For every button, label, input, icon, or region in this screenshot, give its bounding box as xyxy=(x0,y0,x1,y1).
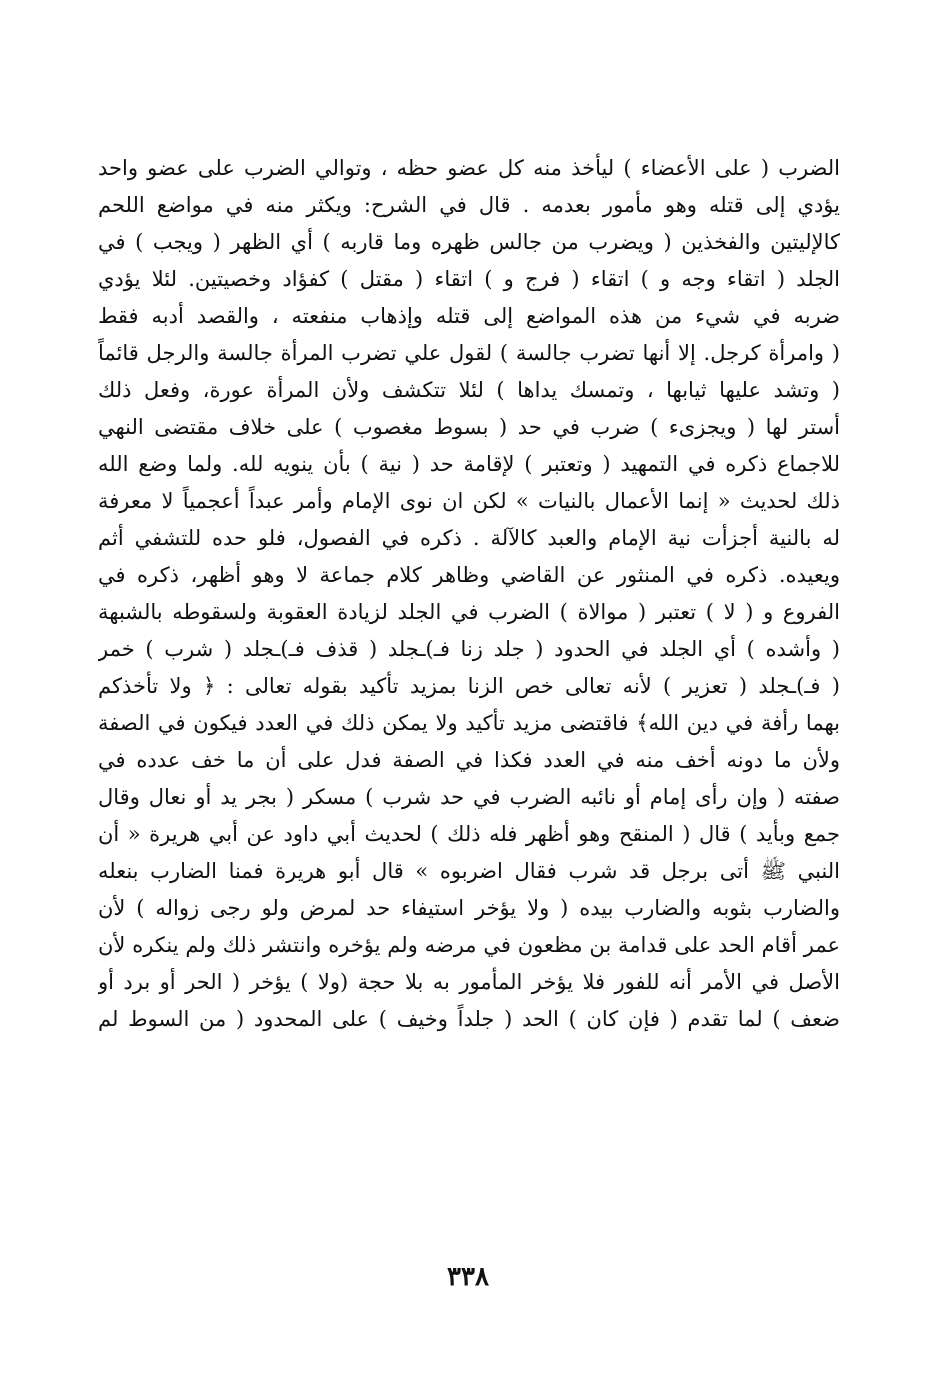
text-line: ذلك لحديث « إنما الأعمال بالنيات » لكن ان نوى الإمام وأمر عبداً أعجمياً لا معرفة xyxy=(98,489,840,513)
text-line: ( فـ)ـجلد ( تعزير ) لأنه تعالى خص الزنا بمزيد تأكيد بقوله تعالى : ﴿ ولا تأخذكم xyxy=(98,674,840,698)
text-line: ويعيده. ذكره في المنثور عن القاضي وظاهر كلام جماعة لا وهو أظهر، ذكره في xyxy=(98,563,840,587)
text-line: ( وتشد عليها ثيابها ، وتمسك يداها ) لئلا تتكشف ولأن المرأة عورة، وفعل ذلك xyxy=(98,378,840,402)
text-line: ضعف ) لما تقدم ( فإن كان ) الحد ( جلداً وخيف ) على المحدود ( من السوط لم xyxy=(98,1007,840,1031)
text-line: والضارب بثوبه والضارب بيده ( ولا يؤخر استيفاء حد لمرض ولو رجى زواله ) لأن xyxy=(98,896,840,920)
text-line: للاجماع ذكره في التمهيد ( وتعتبر ) لإقامة حد ( نية ) بأن ينويه لله. ولما وضع الله xyxy=(98,452,840,476)
text-line: جمع وبأيد ) قال ( المنقح وهو أظهر فله ذلك ) لحديث أبي داود عن أبي هريرة « أن xyxy=(98,822,840,846)
text-line: له بالنية أجزأت نية الإمام والعبد كالآلة . ذكره في الفصول، فلو حده للتشفي أثم xyxy=(98,526,840,550)
text-line: الأصل في الأمر أنه للفور فلا يؤخر المأمور به بلا حجة (ولا ) يؤخر ( الحر أو برد أو xyxy=(98,970,840,994)
body-text xyxy=(98,150,840,1038)
text-line: الجلد ( اتقاء وجه و ) اتقاء ( فرج و ) اتقاء ( مقتل ) كفؤاد وخصيتين. لئلا يؤدي xyxy=(98,267,840,291)
text-line: أستر لها ( ويجزىء ) ضرب في حد ( بسوط مغصوب ) على خلاف مقتضى النهي xyxy=(98,415,840,439)
text-line: يؤدي إلى قتله وهو مأمور بعدمه . قال في الشرح: ويكثر منه في مواضع اللحم xyxy=(98,193,840,217)
text-line: ( وامرأة كرجل. إلا أنها تضرب جالسة ) لقول علي تضرب المرأة جالسة والرجل قائماً xyxy=(98,341,840,365)
text-line: عمر أقام الحد على قدامة بن مظعون في مرضه ولم يؤخره وانتشر ذلك ولم ينكره لأن xyxy=(98,933,840,957)
text-line: الضرب ( على الأعضاء ) ليأخذ منه كل عضو حظه ، وتوالي الضرب على عضو واحد xyxy=(98,156,840,180)
text-line: الفروع و ( لا ) تعتبر ( موالاة ) الضرب في الجلد لزيادة العقوبة ولسقوطه بالشبهة xyxy=(98,600,840,624)
text-line: ( وأشده ) أي الجلد في الحدود ( جلد زنا فـ)ـجلد ( قذف فـ)ـجلد ( شرب ) خمر xyxy=(98,637,840,661)
page-number: ٣٣٨ xyxy=(447,1262,489,1292)
text-line: ضربه في شيء من هذه المواضع إلى قتله وإذهاب منفعته ، والقصد أدبه فقط xyxy=(98,304,840,328)
text-line: النبي ﷺ أتى برجل قد شرب فقال اضربوه » قال أبو هريرة فمنا الضارب بنعله xyxy=(98,859,840,883)
text-line: بهما رأفة في دين الله﴾ فاقتضى مزيد تأكيد ولا يمكن ذلك في العدد فيكون في الصفة xyxy=(98,711,840,735)
text-line: ولأن ما دونه أخف منه في العدد فكذا في الصفة فدل على أن ما خف عدده في xyxy=(98,748,840,772)
text-line: كالإليتين والفخذين ( ويضرب من جالس ظهره وما قاربه ) أي الظهر ( ويجب ) في xyxy=(98,230,840,254)
text-line: صفته ( وإن رأى إمام أو نائبه الضرب في حد شرب ) مسكر ( بجر يد أو نعال وقال xyxy=(98,785,840,809)
